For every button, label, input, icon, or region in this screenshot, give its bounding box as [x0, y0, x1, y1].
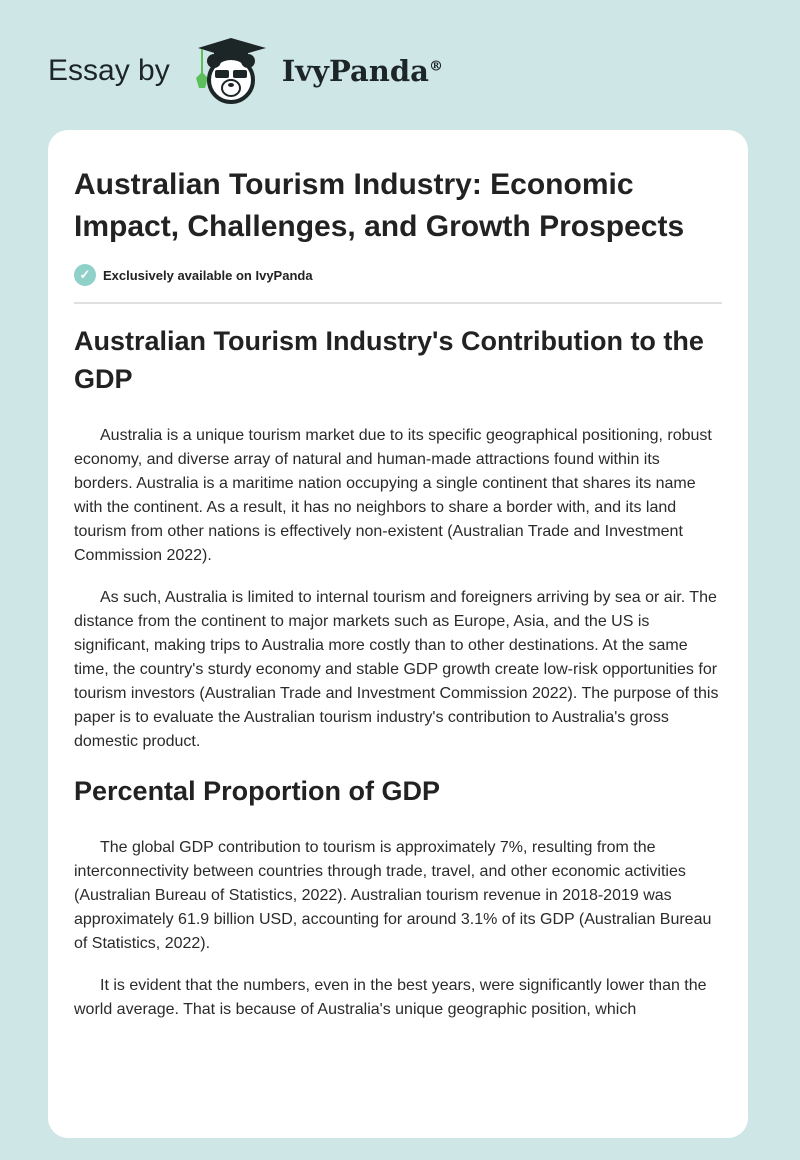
essay-by-label: Essay by — [48, 54, 170, 87]
paragraph: Australia is a unique tourism market due to its specific geographical positioning, robust economy, and diverse array of natural and human-made attractions found within its borders. Australia is a maritime nation occupying a single continent that shares its name with the continent. As a result, it has no neighbors to share a border with, and its land tourism from other nations is effectively non-existent (Australian Trade and Investment Commission 2022). — [74, 427, 712, 564]
paragraph: It is evident that the numbers, even in the best years, were significantly lower than the world average. That is because of Australia's unique geographic position, which — [74, 977, 707, 1018]
section-heading: Percental Proportion of GDP — [74, 776, 441, 806]
check-icon: ✓ — [74, 264, 96, 286]
divider — [74, 302, 722, 304]
exclusive-label: Exclusively available on IvyPanda — [103, 267, 313, 283]
brand-name: IvyPanda® — [281, 54, 443, 88]
brand-header[interactable] — [48, 36, 443, 106]
section-heading: Australian Tourism Industry's Contribution to the GDP — [74, 326, 704, 394]
paragraph: As such, Australia is limited to internal tourism and foreigners arriving by sea or air. The distance from the continent to major markets such as Europe, Asia, and the US is significant, making trips to Australia more costly than to other destinations. At the same time, the country's sturdy economy and stable GDP growth create low-risk opportunities for tourism investors (Australian Trade and Investment Commission 2022). The purpose of this paper is to evaluate the Australian tourism industry's contribution to Australia's gross domestic product. — [74, 589, 719, 750]
essay-title: Australian Tourism Industry: Economic Impact, Challenges, and Growth Prospects — [74, 168, 685, 243]
paragraph: The global GDP contribution to tourism is approximately 7%, resulting from the interconnectivity between countries through trade, travel, and other economic activities (Australian Bureau of Statistics, 2022). Australian tourism revenue in 2018-2019 was approximately 61.9 billion USD, accounting for around 3.1% of its GDP (Australian Bureau of Statistics, 2022). — [74, 839, 712, 952]
panda-logo-icon — [188, 36, 274, 106]
essay-card — [48, 130, 748, 1138]
exclusive-badge — [74, 264, 722, 286]
